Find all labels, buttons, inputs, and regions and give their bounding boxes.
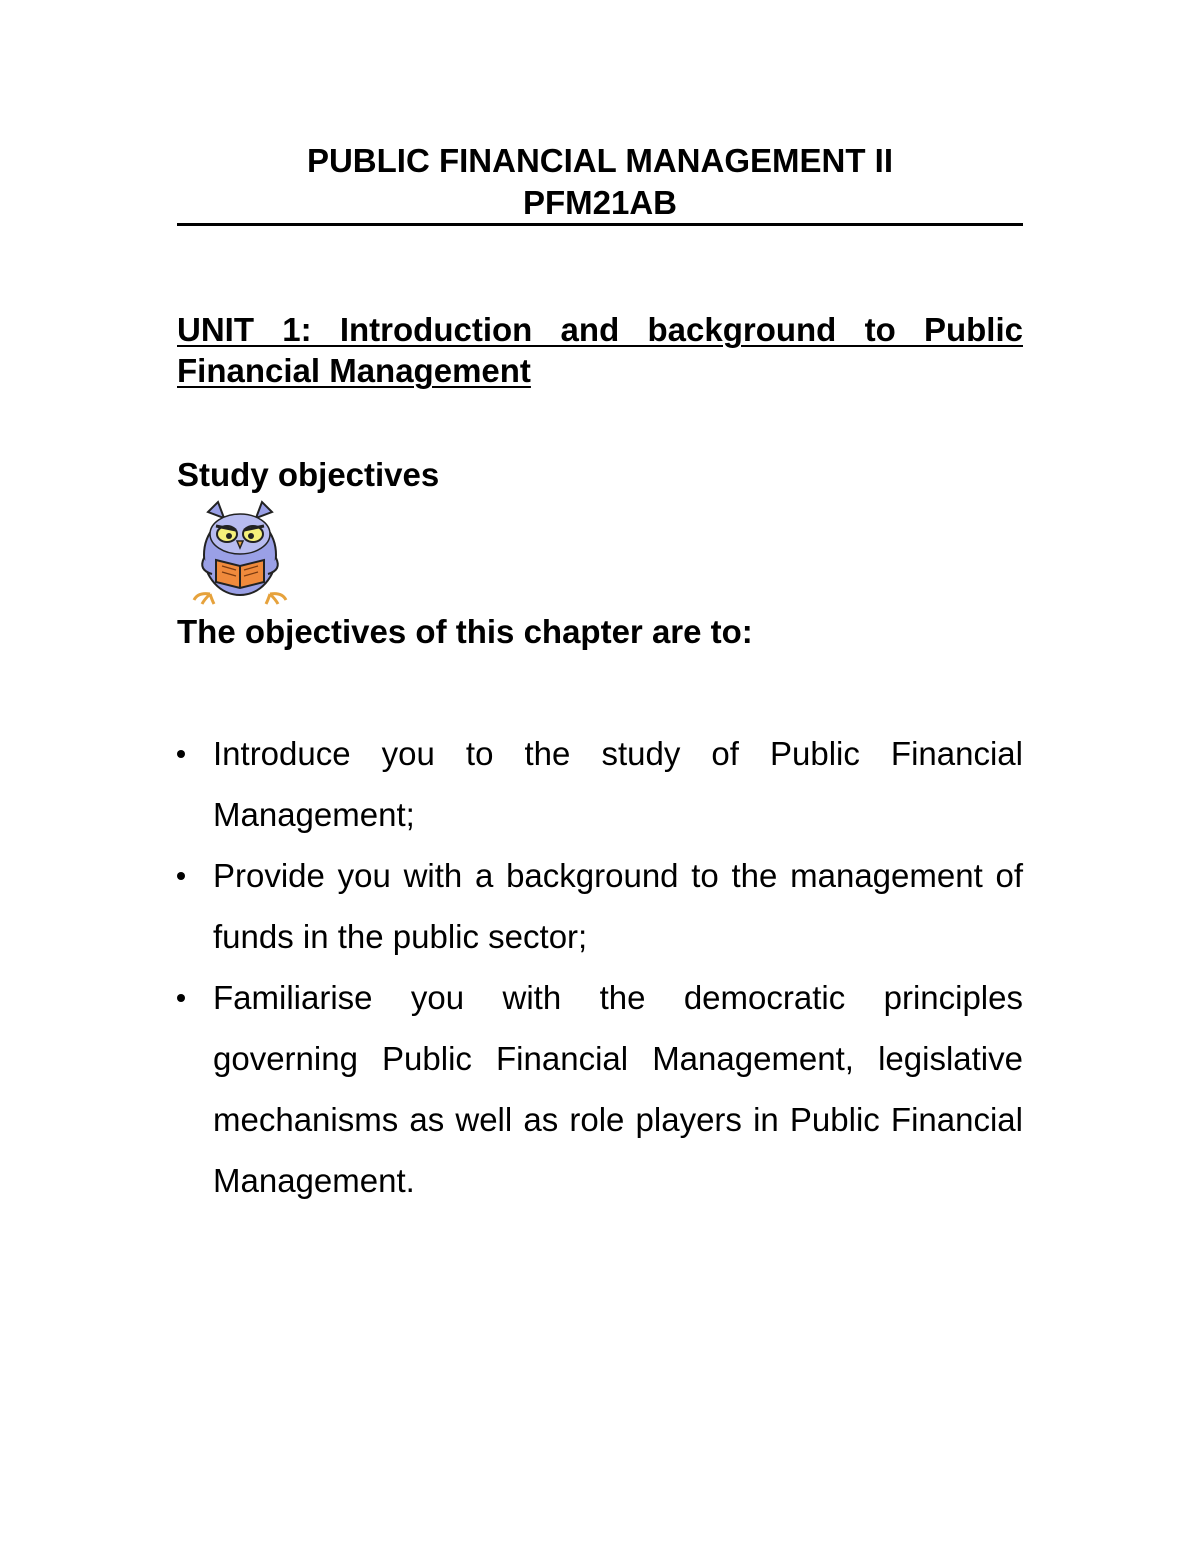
- title-divider: [177, 223, 1023, 226]
- list-item: [177, 845, 1023, 967]
- objectives-list: [177, 723, 1023, 1211]
- objectives-intro: The objectives of this chapter are to:: [177, 613, 753, 650]
- objective-text: Provide you with a background to the management of funds in the public sector;: [213, 857, 1023, 955]
- course-code: PFM21AB: [522, 184, 678, 221]
- bullet-icon: [177, 994, 185, 1002]
- unit-heading-line-2: Financial Management: [177, 352, 531, 389]
- unit-heading-line-1: UNIT 1: Introduction and background to Public: [177, 311, 1023, 348]
- unit-heading: [177, 309, 1023, 391]
- study-objectives-heading: Study objectives: [177, 456, 440, 493]
- owl-reading-book-icon: [190, 500, 290, 605]
- list-item: [177, 723, 1023, 845]
- bullet-icon: [177, 872, 185, 880]
- objective-text: Introduce you to the study of Public Financial Management;: [213, 735, 1023, 833]
- objective-text: Familiarise you with the democratic principles governing Public Financial Management, legislative mechanisms as well as role players in Public Financial Management.: [213, 979, 1023, 1199]
- bullet-icon: [177, 750, 185, 758]
- list-item: [177, 967, 1023, 1211]
- document-title-block: [177, 140, 1023, 224]
- document-title: PUBLIC FINANCIAL MANAGEMENT II: [306, 142, 894, 179]
